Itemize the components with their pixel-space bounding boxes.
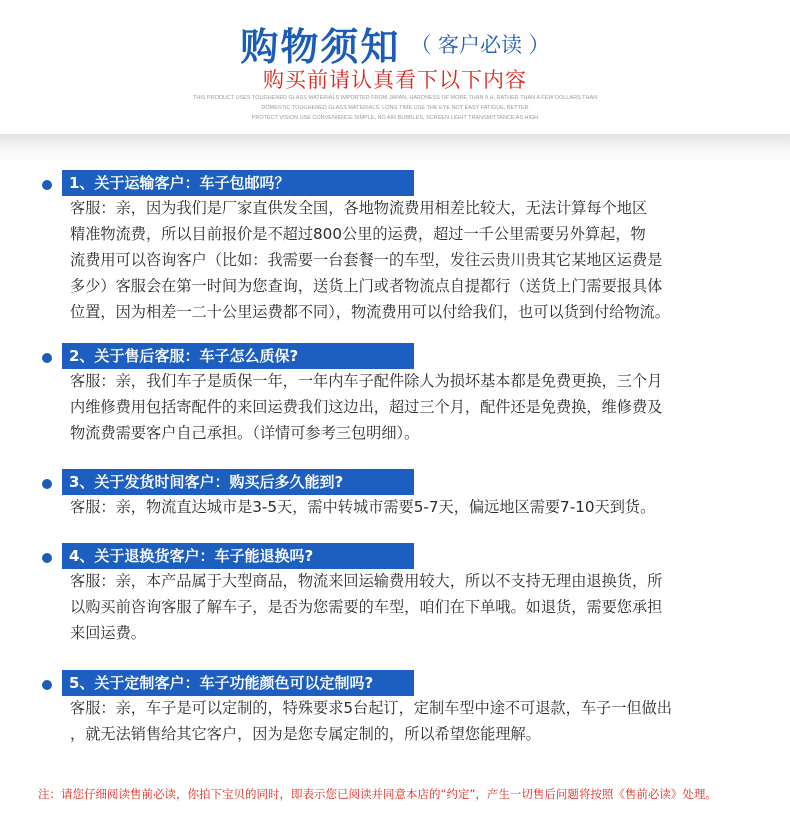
answer-line: 客服：亲，车子是可以定制的，特殊要求5台起订，定制车型中途不可退款，车子一但做出 bbox=[70, 699, 672, 717]
answer-line: 多少）客服会在第一时间为您查询，送货上门或者物流点自提都行（送货上门需要报具体 bbox=[70, 277, 663, 295]
fine-print-line: PROTECT VISION USE CONVENIENCE SIMPLE, NO AIR BUBBLES, SCREEN LIGHT TRANSMITTANCE AS HIGH bbox=[251, 115, 539, 121]
answer-line: 以购买前咨询客服了解车子，是否为您需要的车型，咱们在下单哦。如退货，需要您承担 bbox=[70, 598, 663, 616]
answer-line: 物流费需要客户自己承担。（详情可参考三包明细）。 bbox=[70, 424, 420, 442]
answer-line: 来回运费。 bbox=[70, 624, 146, 642]
footer-note: 注：请您仔细阅读售前必读，你拍下宝贝的同时，即表示您已阅读并同意本店的“约定”，产生一切售后问题将按照《售前必读》处理。 bbox=[38, 787, 717, 801]
faq-question: 5、关于定制客户：车子功能颜色可以定制吗? bbox=[62, 670, 414, 696]
answer-line: 内维修费用包括寄配件的来回运费我们这边出，超过三个月，配件还是免费换，维修费及 bbox=[70, 398, 663, 416]
answer-line: 精准物流费，所以目前报价是不超过800公里的运费，超过一千公里需要另外算起，物 bbox=[70, 225, 646, 243]
answer-line: 流费用可以咨询客户（比如：我需要一台套餐一的车型，发往云贵川贵其它某地区运费是 bbox=[70, 251, 663, 269]
faq-question: 4、关于退换货客户：车子能退换吗? bbox=[62, 543, 414, 569]
fine-print bbox=[170, 93, 620, 123]
bullet-icon bbox=[42, 353, 52, 363]
page-title: 购物须知 bbox=[240, 25, 401, 69]
bullet-icon bbox=[42, 180, 52, 190]
header bbox=[0, 0, 790, 150]
answer-line: 客服：亲，物流直达城市是3-5天，需中转城市需要5-7天，偏远地区需要7-10天到货。 bbox=[70, 498, 656, 516]
faq-answer bbox=[70, 195, 750, 325]
faq-answer bbox=[70, 568, 750, 646]
header-divider bbox=[0, 134, 790, 162]
faq-answer bbox=[70, 695, 750, 747]
faq-answer bbox=[70, 494, 750, 520]
answer-line: 客服：亲，因为我们是厂家直供发全国，各地物流费用相差比较大，无法计算每个地区 bbox=[70, 199, 648, 217]
page-subtitle: 购买前请认真看下以下内容 bbox=[263, 68, 527, 92]
fine-print-line: DOMESTIC TOUGHENED GLASS MATERIALS. LONG TIME USE THE EYE NOT EASY FATIGUE, BETTER bbox=[261, 105, 529, 111]
bullet-icon bbox=[42, 680, 52, 690]
answer-line: 位置，因为相差一二十公里运费都不同），物流费用可以付给我们，也可以货到付给物流。 bbox=[70, 303, 670, 321]
faq-question: 3、关于发货时间客户：购买后多久能到? bbox=[62, 469, 414, 495]
title-line bbox=[0, 16, 790, 71]
answer-line: 客服：亲，本产品属于大型商品，物流来回运输费用较大，所以不支持无理由退换货，所 bbox=[70, 572, 663, 590]
faq-answer bbox=[70, 368, 750, 446]
bullet-icon bbox=[42, 553, 52, 563]
answer-line: ，就无法销售给其它客户，因为是您专属定制的，所以希望您能理解。 bbox=[70, 725, 541, 743]
page-title-sub: （ 客户必读 ） bbox=[410, 32, 550, 57]
answer-line: 客服：亲，我们车子是质保一年，一年内车子配件除人为损坏基本都是免费更换，三个月 bbox=[70, 372, 663, 390]
faq-question: 2、关于售后客服：车子怎么质保? bbox=[62, 343, 414, 369]
fine-print-line: THIS PRODUCT USES TOUGHENED GLASS MATERIALS IMPORTED FROM JAPAN, HARDNESS OF MORE THAN 9 H, RATHER THAN A FEW DOLLARS THAN bbox=[192, 95, 598, 101]
faq-question: 1、关于运输客户：车子包邮吗？ bbox=[62, 170, 414, 196]
bullet-icon bbox=[42, 479, 52, 489]
